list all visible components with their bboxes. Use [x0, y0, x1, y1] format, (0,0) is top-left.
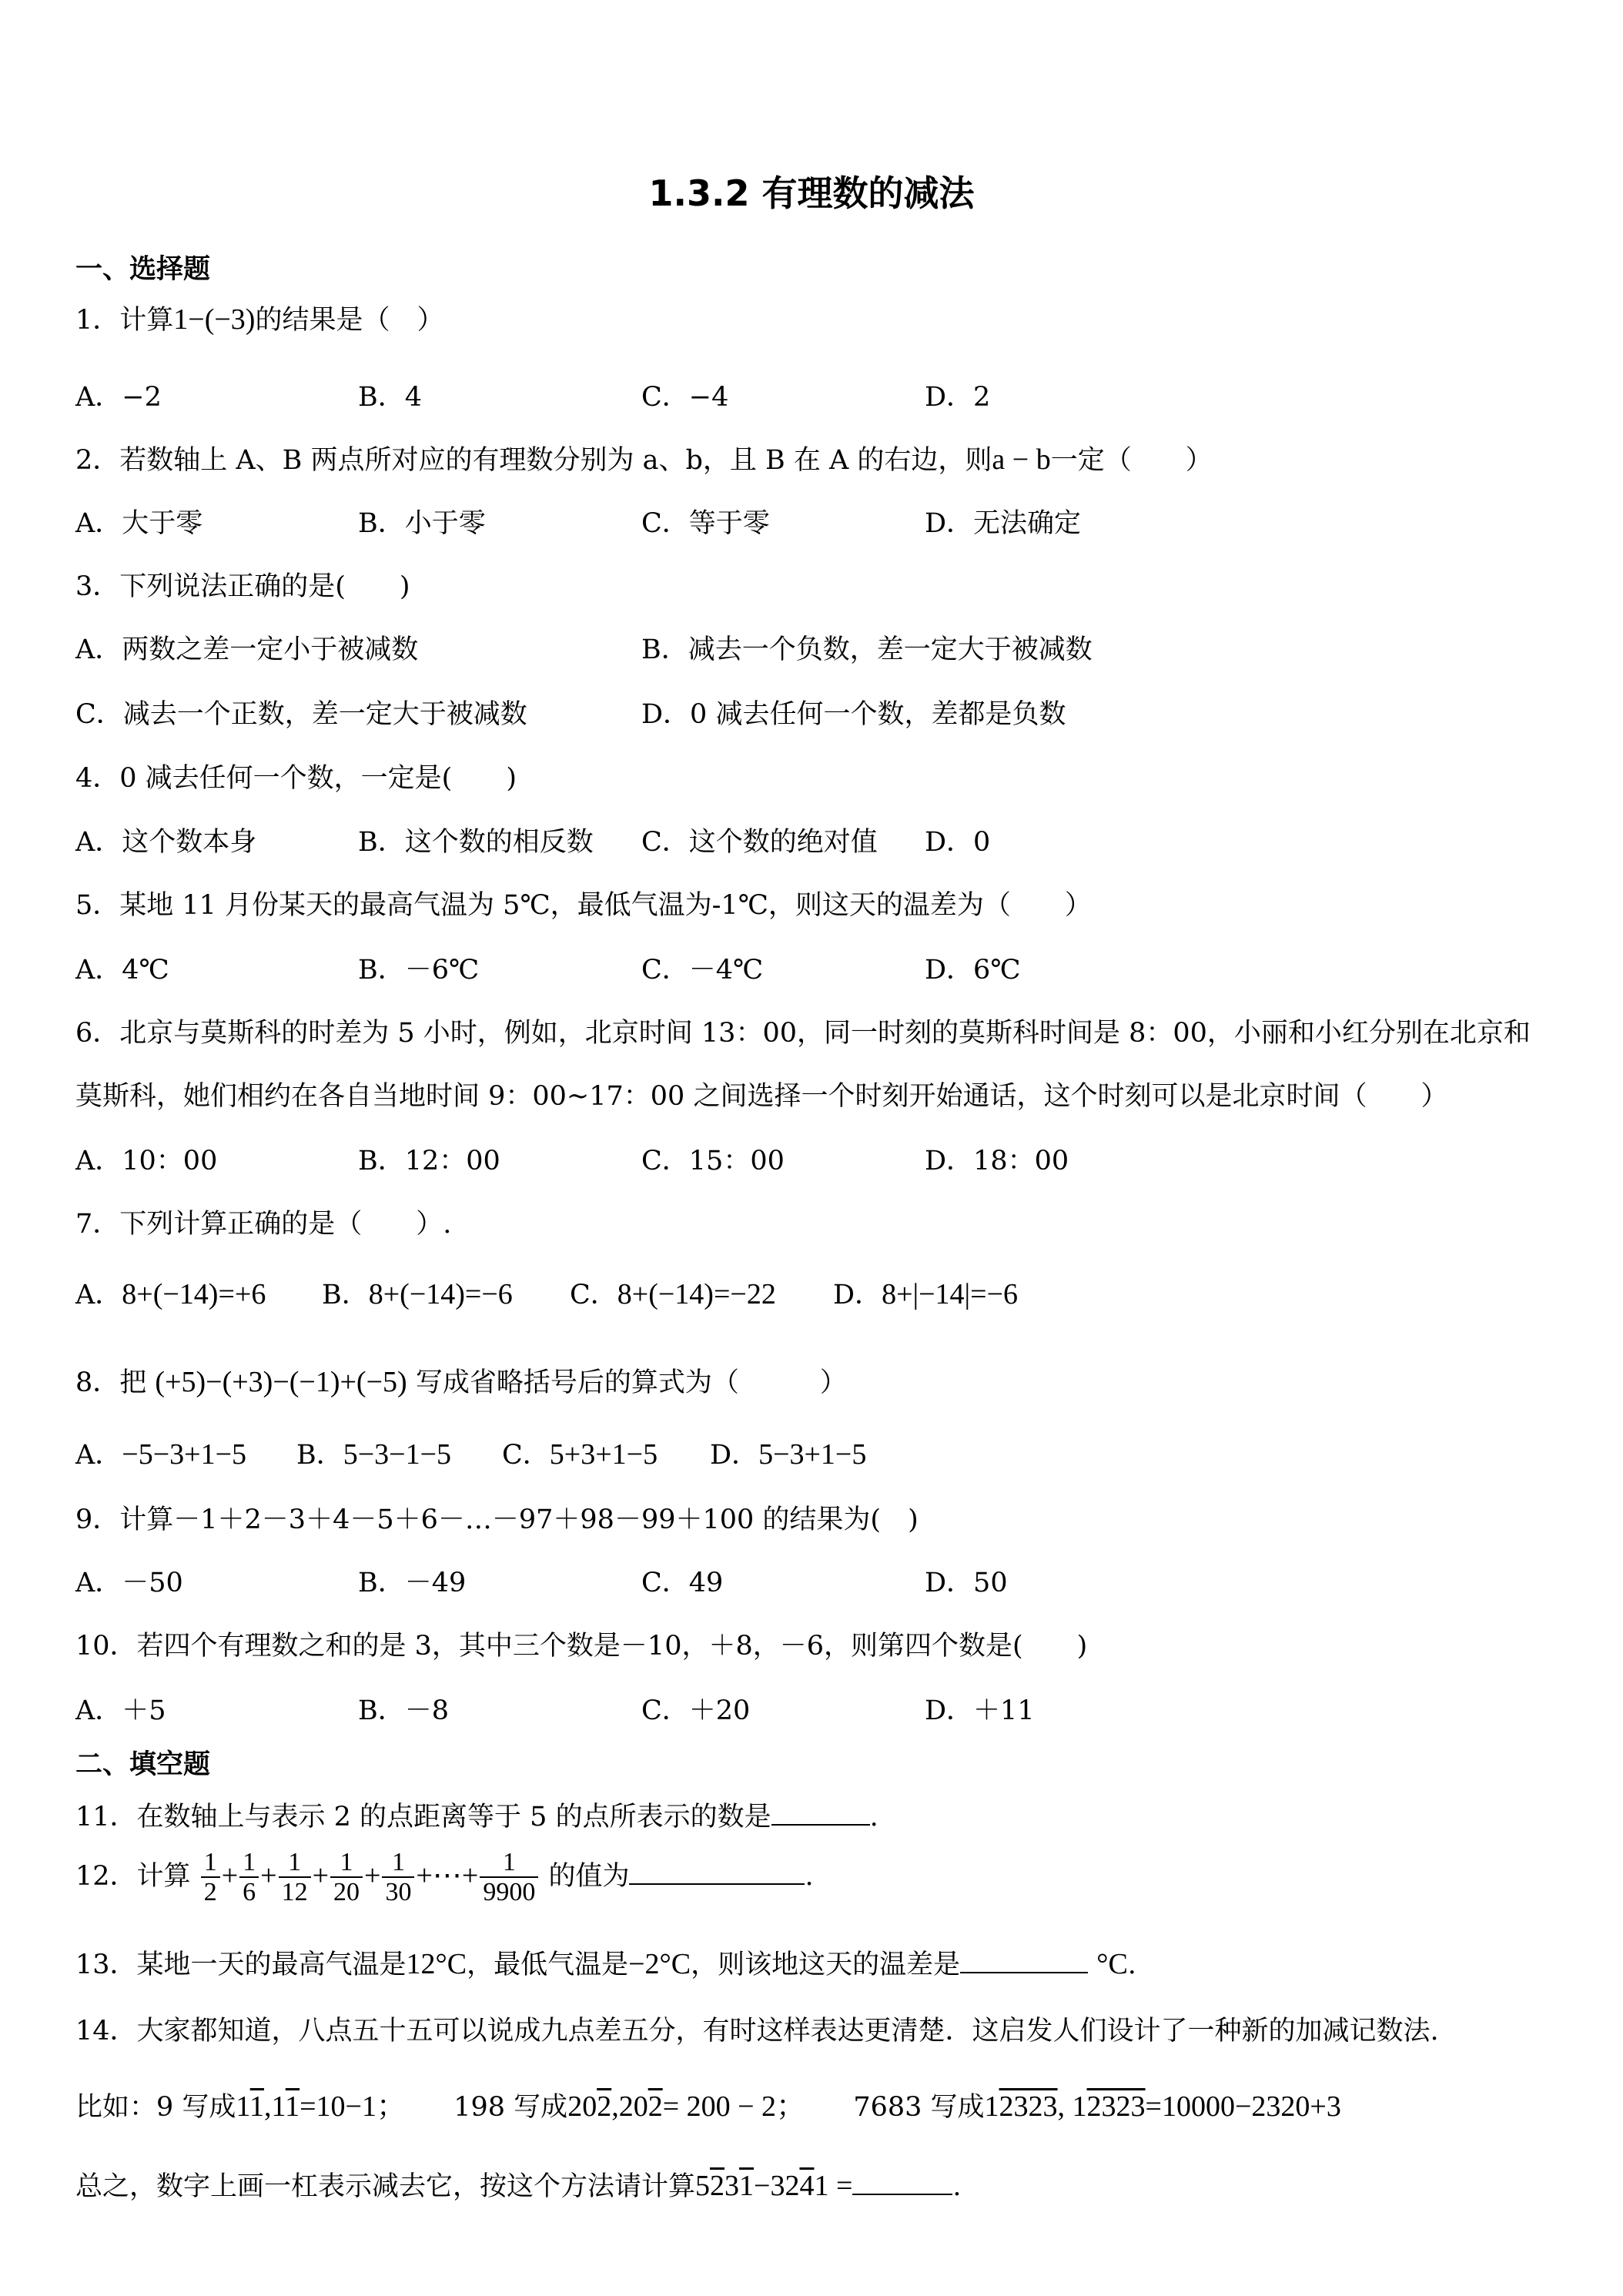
- q14-ex1-c: 1: [271, 2090, 286, 2123]
- q8-stem-math: (+5)−(+3)−(−1)+(−5): [155, 1366, 407, 1398]
- q6-option-b[interactable]: B．12：00: [358, 1146, 500, 1176]
- q14-ex2-a: 20: [567, 2090, 597, 2123]
- q12-stem-pre: 12．计算: [75, 1860, 191, 1892]
- q10-option-c[interactable]: C．＋20: [641, 1695, 751, 1726]
- q8-option-c-label: C．: [502, 1440, 550, 1471]
- q14-expression: [695, 2170, 852, 2202]
- q14-ex2-b: 2: [597, 2090, 612, 2123]
- q12-end: .: [805, 1860, 814, 1892]
- q11-answer-blank[interactable]: [771, 1798, 870, 1826]
- q12-plus-3: +: [312, 1859, 329, 1892]
- q7-option-c[interactable]: [570, 1274, 776, 1312]
- q7-option-a-math: 8+(−14)=+6: [122, 1278, 266, 1310]
- q14-ex1-a: 1: [236, 2090, 250, 2123]
- q4-option-b[interactable]: B．这个数的相反数: [358, 827, 594, 858]
- q8-option-d-math: 5−3+1−5: [758, 1438, 867, 1471]
- q12-fraction-4-num: 1: [330, 1848, 363, 1878]
- q13-low: −2°C: [628, 1948, 691, 1980]
- question-3: 3．下列说法正确的是( ): [75, 571, 410, 602]
- q10-option-b[interactable]: B．－8: [358, 1695, 449, 1726]
- q12-fraction-1-num: 1: [201, 1848, 220, 1878]
- q12-fraction-last: [480, 1848, 538, 1907]
- q8-option-c-math: 5+3+1−5: [549, 1438, 658, 1471]
- q5-option-d[interactable]: D．6℃: [925, 955, 1021, 986]
- q7-option-b[interactable]: [322, 1274, 513, 1312]
- q14-ex2-rest: = 200 − 2；: [662, 2090, 806, 2123]
- question-13: [75, 1943, 1136, 1982]
- q12-fraction-2: [239, 1848, 259, 1907]
- q2-option-a[interactable]: A．大于零: [75, 508, 203, 539]
- q7-option-d-label: D．: [833, 1280, 882, 1310]
- q14-e6: 4: [799, 2170, 815, 2202]
- q13-end: .: [1127, 1950, 1136, 1980]
- q9-option-d[interactable]: D．50: [925, 1568, 1008, 1598]
- q12-fraction-1: [201, 1848, 220, 1907]
- q14-ex1-sep: ,: [264, 2090, 272, 2123]
- q13-high: 12°C: [406, 1948, 467, 1980]
- q12-fraction-3: [279, 1848, 311, 1907]
- q8-option-d[interactable]: [710, 1434, 866, 1472]
- q12-fraction-5: [382, 1848, 414, 1907]
- q7-option-a-label: A．: [75, 1280, 122, 1310]
- q10-option-a[interactable]: A．＋5: [75, 1695, 166, 1726]
- question-14-line-3: [75, 2165, 962, 2204]
- q11-stem-pre: 11．在数轴上与表示 2 的点距离等于 5 的点所表示的数是: [75, 1802, 771, 1832]
- q12-stem-post: 的值为: [548, 1860, 630, 1892]
- question-4: 4．0 减去任何一个数，一定是( ): [75, 763, 517, 794]
- q2-stem-post: 一定（ ）: [1050, 445, 1213, 476]
- q14-e2: 2: [710, 2170, 725, 2202]
- q14-ex2: [567, 2090, 805, 2123]
- q7-option-d[interactable]: [833, 1274, 1018, 1312]
- q14-ex3: [985, 2090, 1341, 2123]
- q12-fraction-4: [330, 1848, 363, 1907]
- q8-option-d-label: D．: [710, 1440, 759, 1471]
- q12-fraction-5-num: 1: [382, 1848, 414, 1878]
- q14-ex2-c: 20: [618, 2090, 648, 2123]
- q12-plus-2: +: [260, 1859, 277, 1892]
- q2-option-b[interactable]: B．小于零: [358, 508, 486, 539]
- question-6-line-1: 6．北京与莫斯科的时差为 5 小时，例如，北京时间 13：00，同一时刻的莫斯科时间是 8：00，小丽和小红分别在北京和: [75, 1018, 1531, 1049]
- q12-fraction-1-den: 2: [203, 1878, 217, 1907]
- question-2: [75, 439, 1213, 477]
- q14-ex2-sep: ,: [611, 2090, 619, 2123]
- q12-fraction-3-den: 12: [281, 1878, 308, 1907]
- question-6-line-2: 莫斯科，她们相约在各自当地时间 9：00~17：00 之间选择一个时刻开始通话，这个时刻可以是北京时间（ ）: [75, 1081, 1448, 1112]
- q12-fraction-4-den: 20: [333, 1878, 360, 1907]
- q1-option-c[interactable]: C．−4: [641, 382, 729, 413]
- q14-e4: 1: [739, 2170, 755, 2202]
- question-8: [75, 1361, 847, 1400]
- page-title: 1.3.2 有理数的减法: [648, 172, 975, 214]
- q8-stem-post: 写成省略括号后的算式为（ ）: [415, 1367, 847, 1398]
- q1-stem-pre: 1．计算: [75, 305, 174, 336]
- q8-option-b-label: B．: [296, 1440, 343, 1471]
- q13-stem-pre: 13．某地一天的最高气温是: [75, 1950, 407, 1980]
- question-5: 5．某地 11 月份某天的最高气温为 5℃，最低气温为-1℃，则这天的温差为（ ）: [75, 890, 1092, 921]
- question-14-line-1: 14．大家都知道，八点五十五可以说成九点差五分，有时这样表达更清楚．这启发人们设计了一种新的加减记数法.: [75, 2016, 1439, 2047]
- q14-e7: 1 =: [814, 2170, 853, 2202]
- q6-option-c[interactable]: C．15：00: [641, 1146, 785, 1176]
- q14-ex3-rest: =10000−2320+3: [1145, 2090, 1341, 2123]
- q12-ellipsis: +⋯+: [416, 1859, 479, 1892]
- q5-option-c[interactable]: C．－4℃: [641, 955, 764, 986]
- q12-plus-4: +: [364, 1859, 381, 1892]
- q12-answer-blank[interactable]: [629, 1857, 805, 1885]
- q8-stem-pre: 8．把: [75, 1367, 147, 1398]
- q14-ex2-d: 2: [648, 2090, 663, 2123]
- q8-option-b[interactable]: [296, 1434, 451, 1472]
- q1-stem-post: 的结果是（ ）: [255, 305, 444, 336]
- section-choice: 一、选择题: [75, 254, 211, 285]
- q6-option-d[interactable]: D．18：00: [925, 1146, 1069, 1176]
- q14-ex3-c: 1: [1072, 2090, 1087, 2123]
- section-fill: 二、填空题: [75, 1749, 211, 1780]
- q9-option-a[interactable]: A．－50: [75, 1568, 183, 1598]
- q14-ex3-d: 2323: [1086, 2090, 1146, 2123]
- q14-ex3-sep: ,: [1057, 2090, 1066, 2123]
- q7-option-d-math: 8+|−14|=−6: [882, 1278, 1018, 1310]
- q3-option-b[interactable]: B．减去一个负数，差一定大于被减数: [641, 634, 1093, 665]
- q4-option-c[interactable]: C．这个数的绝对值: [641, 827, 878, 858]
- q10-option-d[interactable]: D．＋11: [925, 1695, 1035, 1726]
- q7-option-a[interactable]: [75, 1274, 266, 1312]
- q14-ex1: [236, 2090, 406, 2123]
- q14-end: .: [952, 2171, 962, 2202]
- q5-option-b[interactable]: B．－6℃: [358, 955, 480, 986]
- q13-mid: ，最低气温是: [467, 1950, 629, 1980]
- q7-option-b-math: 8+(−14)=−6: [368, 1278, 513, 1310]
- q13-unit: °C: [1096, 1948, 1128, 1980]
- question-14-examples: [75, 2082, 1341, 2124]
- q7-option-c-label: C．: [570, 1280, 617, 1310]
- q3-option-c[interactable]: C．减去一个正数，差一定大于被减数: [75, 699, 527, 730]
- q9-option-b[interactable]: B．－49: [358, 1568, 467, 1598]
- q9-option-c[interactable]: C．49: [641, 1568, 724, 1598]
- q8-option-a-label: A．: [75, 1440, 122, 1471]
- q2-stem-math: a − b: [992, 443, 1051, 476]
- q12-plus-1: +: [221, 1859, 239, 1892]
- q8-option-b-math: 5−3−1−5: [343, 1438, 452, 1471]
- question-12: [75, 1848, 814, 1907]
- q3-option-a[interactable]: A．两数之差一定小于被减数: [75, 634, 419, 665]
- q14-ex-label: 比如：9 写成: [75, 2092, 236, 2123]
- q6-option-a[interactable]: A．10：00: [75, 1146, 218, 1176]
- q12-fraction-5-den: 30: [385, 1878, 412, 1907]
- q14-ex3-a: 1: [984, 2090, 999, 2123]
- question-10: 10．若四个有理数之和的是 3，其中三个数是－10，＋8，－6，则第四个数是( ): [75, 1631, 1088, 1662]
- q14-ex1-b: 1: [249, 2090, 264, 2123]
- q12-fraction-last-den: 9900: [483, 1878, 536, 1907]
- q13-mid2: ，则该地这天的温差是: [691, 1950, 961, 1980]
- q8-option-a[interactable]: [75, 1434, 246, 1472]
- q14-e5: −32: [754, 2170, 800, 2202]
- q12-fraction-2-den: 6: [243, 1878, 256, 1907]
- q11-stem-post: .: [869, 1802, 878, 1832]
- question-1: [75, 299, 443, 337]
- q2-stem-pre: 2．若数轴上 A、B 两点所对应的有理数分别为 a、b，且 B 在 A 的右边，则: [75, 445, 992, 476]
- q14-e3: 3: [724, 2170, 740, 2202]
- q12-fraction-3-num: 1: [279, 1848, 311, 1878]
- q5-option-a[interactable]: A．4℃: [75, 955, 169, 986]
- q1-option-a[interactable]: A．−2: [75, 382, 162, 413]
- q8-option-a-math: −5−3+1−5: [122, 1438, 247, 1471]
- q14-ex3-label: 7683 写成: [853, 2092, 985, 2123]
- q14-e1: 5: [695, 2170, 711, 2202]
- q14-answer-blank[interactable]: [852, 2167, 952, 2195]
- q1-option-d[interactable]: D．2: [925, 382, 991, 413]
- q1-stem-math: 1−(−3): [173, 303, 256, 336]
- q14-line3-pre: 总之，数字上画一杠表示减去它，按这个方法请计算: [75, 2171, 696, 2202]
- q14-ex2-label: 198 写成: [453, 2092, 568, 2123]
- q8-option-c[interactable]: [502, 1434, 658, 1472]
- q12-fraction-2-num: 1: [239, 1848, 259, 1878]
- q14-ex1-d: 1: [285, 2090, 300, 2123]
- q3-option-d[interactable]: D．0 减去任何一个数，差都是负数: [641, 699, 1066, 730]
- q13-answer-blank[interactable]: [960, 1946, 1088, 1973]
- q12-fraction-last-num: 1: [480, 1848, 538, 1878]
- q2-option-d[interactable]: D．无法确定: [925, 508, 1082, 539]
- q2-option-c[interactable]: C．等于零: [641, 508, 770, 539]
- q4-option-d[interactable]: D．0: [925, 827, 991, 858]
- q14-ex3-b: 2323: [999, 2090, 1058, 2123]
- question-11: [75, 1796, 878, 1834]
- q1-option-b[interactable]: B．4: [358, 382, 422, 413]
- q14-ex1-rest: =10−1；: [300, 2090, 406, 2123]
- q7-option-c-math: 8+(−14)=−22: [617, 1278, 776, 1310]
- q4-option-a[interactable]: A．这个数本身: [75, 827, 257, 858]
- q7-option-b-label: B．: [322, 1280, 369, 1310]
- question-9: 9．计算－1＋2－3＋4－5＋6－…－97＋98－99＋100 的结果为( ): [75, 1504, 919, 1535]
- question-7: 7．下列计算正确的是（ ）.: [75, 1209, 452, 1240]
